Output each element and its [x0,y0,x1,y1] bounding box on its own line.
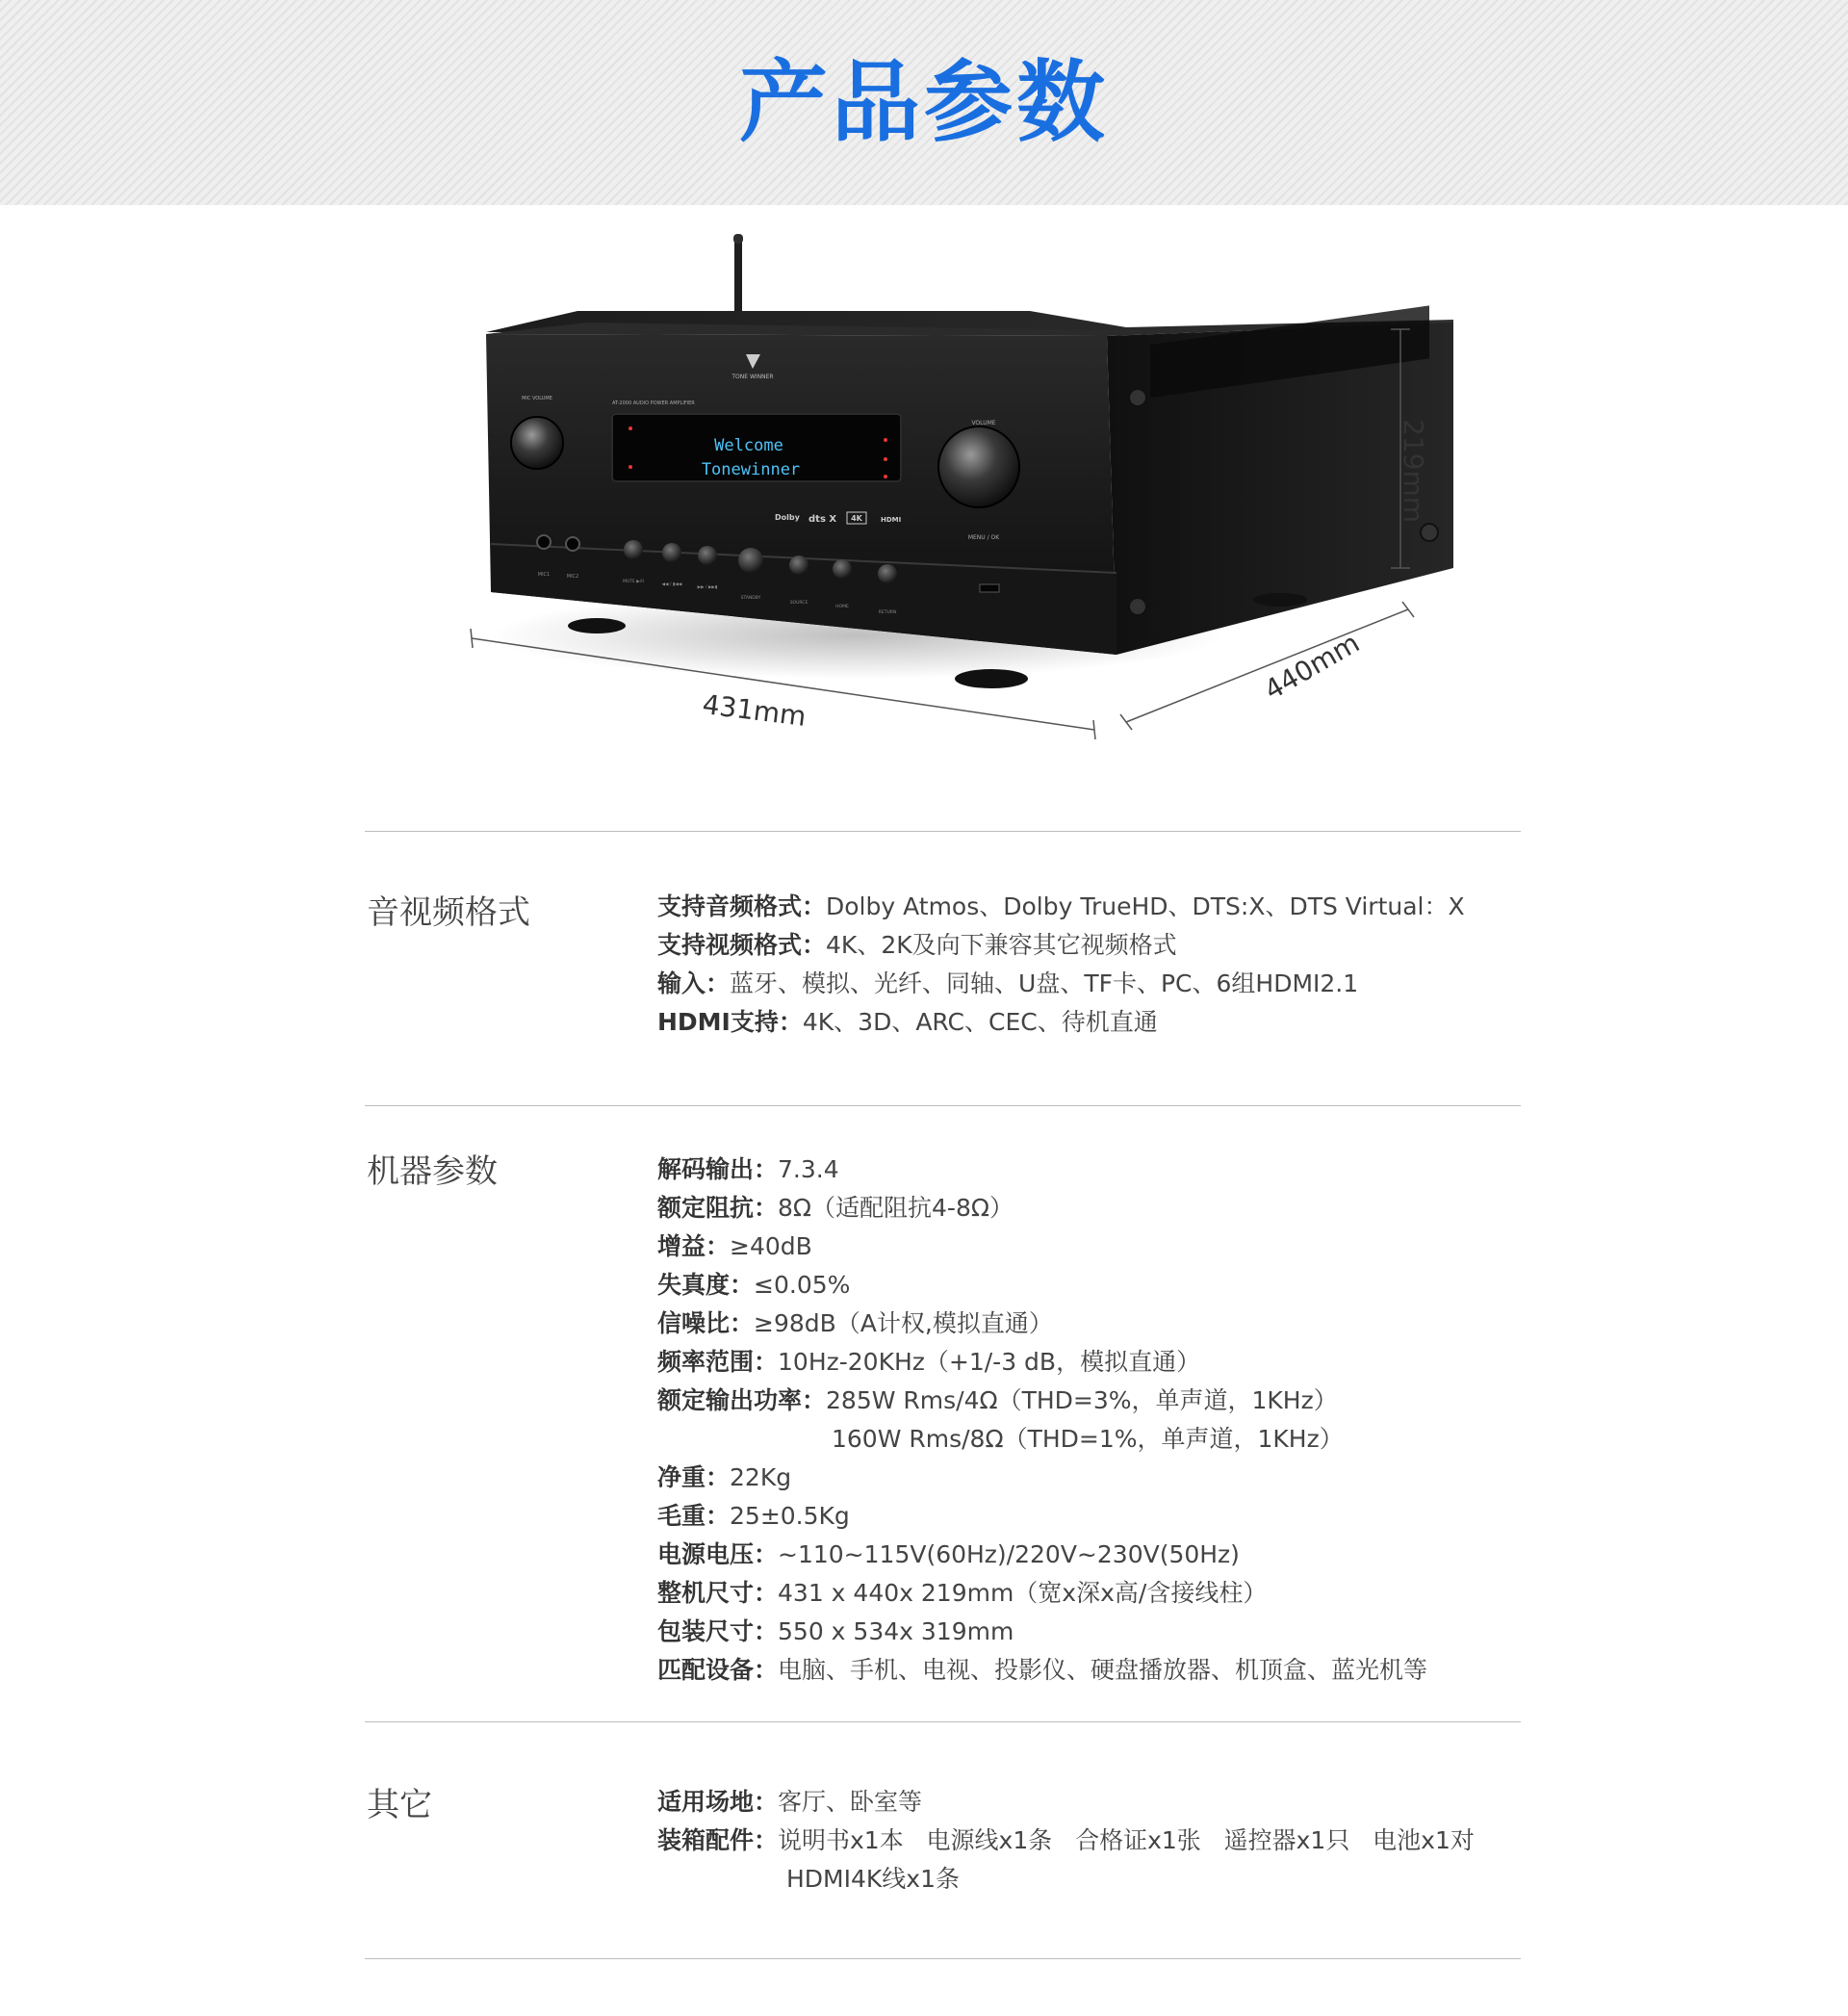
4k-logo: 4K [851,514,862,523]
spec-row: 净重：22Kg [657,1463,792,1491]
width-dimension-label: 431mm [700,688,808,733]
front-button-icon [698,546,717,565]
height-dimension-label: 219mm [1398,419,1429,523]
spec-row: 整机尺寸：431 x 440x 219mm（宽x深x高/含接线柱） [657,1579,1268,1607]
front-button-icon [624,540,643,559]
svg-text:HOME: HOME [835,605,849,609]
foot-icon [568,618,626,633]
dtsx-logo: dts X [808,514,837,525]
section-divider [365,1105,1521,1106]
standby-button-icon [738,548,763,573]
front-button-icon [878,564,897,583]
svg-text:VOLUME: VOLUME [971,420,996,426]
spec-row: 支持视频格式：4K、2K及向下兼容其它视频格式 [657,931,1177,959]
spec-row: 解码输出：7.3.4 [657,1155,839,1183]
spec-row: 适用场地：客厅、卧室等 [657,1788,923,1816]
brand-text: TONE WINNER [732,374,774,380]
volume-knob-icon [938,426,1019,507]
svg-text:MENU / OK: MENU / OK [967,534,1000,541]
section-title-av-format: 音视频格式 [367,893,530,932]
spec-row: HDMI支持：4K、3D、ARC、CEC、待机直通 [657,1008,1158,1036]
spec-row: 装箱配件：说明书x1本 电源线x1条 合格证x1张 遥控器x1只 电池x1对 [657,1826,1475,1854]
page-title: 产品参数 [738,51,1109,154]
svg-text:◀◀ / ▮◀◀: ◀◀ / ▮◀◀ [661,582,682,587]
front-button-icon [833,559,852,579]
spec-row: 增益：≥40dB [657,1232,812,1260]
spec-row: 失真度：≤0.05% [657,1271,851,1299]
dolby-logo: Dolby [775,513,800,522]
svg-text:MIC1: MIC1 [537,572,551,578]
spec-row: 输入：蓝牙、模拟、光纤、同轴、U盘、TF卡、PC、6组HDMI2.1 [657,969,1359,997]
section-divider [365,831,1521,832]
front-button-icon [662,543,681,562]
section-title-others: 其它 [367,1786,432,1824]
model-text: AT-2000 AUDIO POWER AMPLIFIER [612,401,695,406]
spec-row: 包装尺寸：550 x 534x 319mm [657,1617,1014,1645]
spec-row-continuation: 160W Rms/8Ω（THD=1%，单声道，1KHz） [832,1425,1344,1453]
spec-row: 电源电压：~110~115V(60Hz)/220V~230V(50Hz) [657,1540,1240,1568]
foot-icon [955,669,1028,688]
foot-icon [1253,593,1307,607]
spec-row-continuation: HDMI4K线x1条 [786,1865,960,1893]
mic2-jack-icon [566,537,579,551]
spec-row: 信噪比：≥98dB（A计权,模拟直通） [657,1309,1053,1337]
svg-text:▶▶ / ▶▶▮: ▶▶ / ▶▶▮ [697,585,718,590]
spec-row: 额定阻抗：8Ω（适配阻抗4-8Ω） [657,1194,1014,1222]
spec-row: 匹配设备：电脑、手机、电视、投影仪、硬盘播放器、机顶盒、蓝光机等 [657,1656,1428,1684]
spec-list-machine-params [657,1150,1524,1690]
section-divider [365,1958,1521,1959]
spec-list-others [657,1783,1524,1899]
depth-dimension-label: 440mm [1259,627,1366,707]
header-banner [0,0,1848,205]
svg-text:SOURCE: SOURCE [789,601,808,606]
svg-text:STANDBY: STANDBY [740,596,761,601]
spec-row: 额定输出功率：285W Rms/4Ω（THD=3%，单声道，1KHz） [657,1386,1338,1414]
spec-row: 毛重：25±0.5Kg [657,1502,850,1530]
antenna-icon [734,238,742,315]
spec-row: 支持音频格式：Dolby Atmos、Dolby TrueHD、DTS:X、DTS Virtual：X [657,892,1465,920]
front-button-icon [789,556,808,575]
svg-text:RETURN: RETURN [878,610,897,615]
mic-volume-knob-icon [511,417,563,469]
display-line2: Tonewinner [701,460,801,479]
mic1-jack-icon [537,535,551,549]
svg-text:MIC2: MIC2 [566,574,579,580]
hdmi-logo: HDMI [881,516,902,524]
product-illustration [452,226,1453,765]
section-divider [365,1721,1521,1722]
section-title-machine-params: 机器参数 [367,1152,498,1191]
spec-list-av-format [657,888,1524,1042]
spec-row: 频率范围：10Hz-20KHz（+1/-3 dB，模拟直通） [657,1348,1201,1376]
display-line1: Welcome [714,436,783,455]
svg-text:MIC VOLUME: MIC VOLUME [522,396,552,401]
usb-port-icon [980,584,999,592]
svg-text:MUTE ▶/II: MUTE ▶/II [623,580,644,584]
